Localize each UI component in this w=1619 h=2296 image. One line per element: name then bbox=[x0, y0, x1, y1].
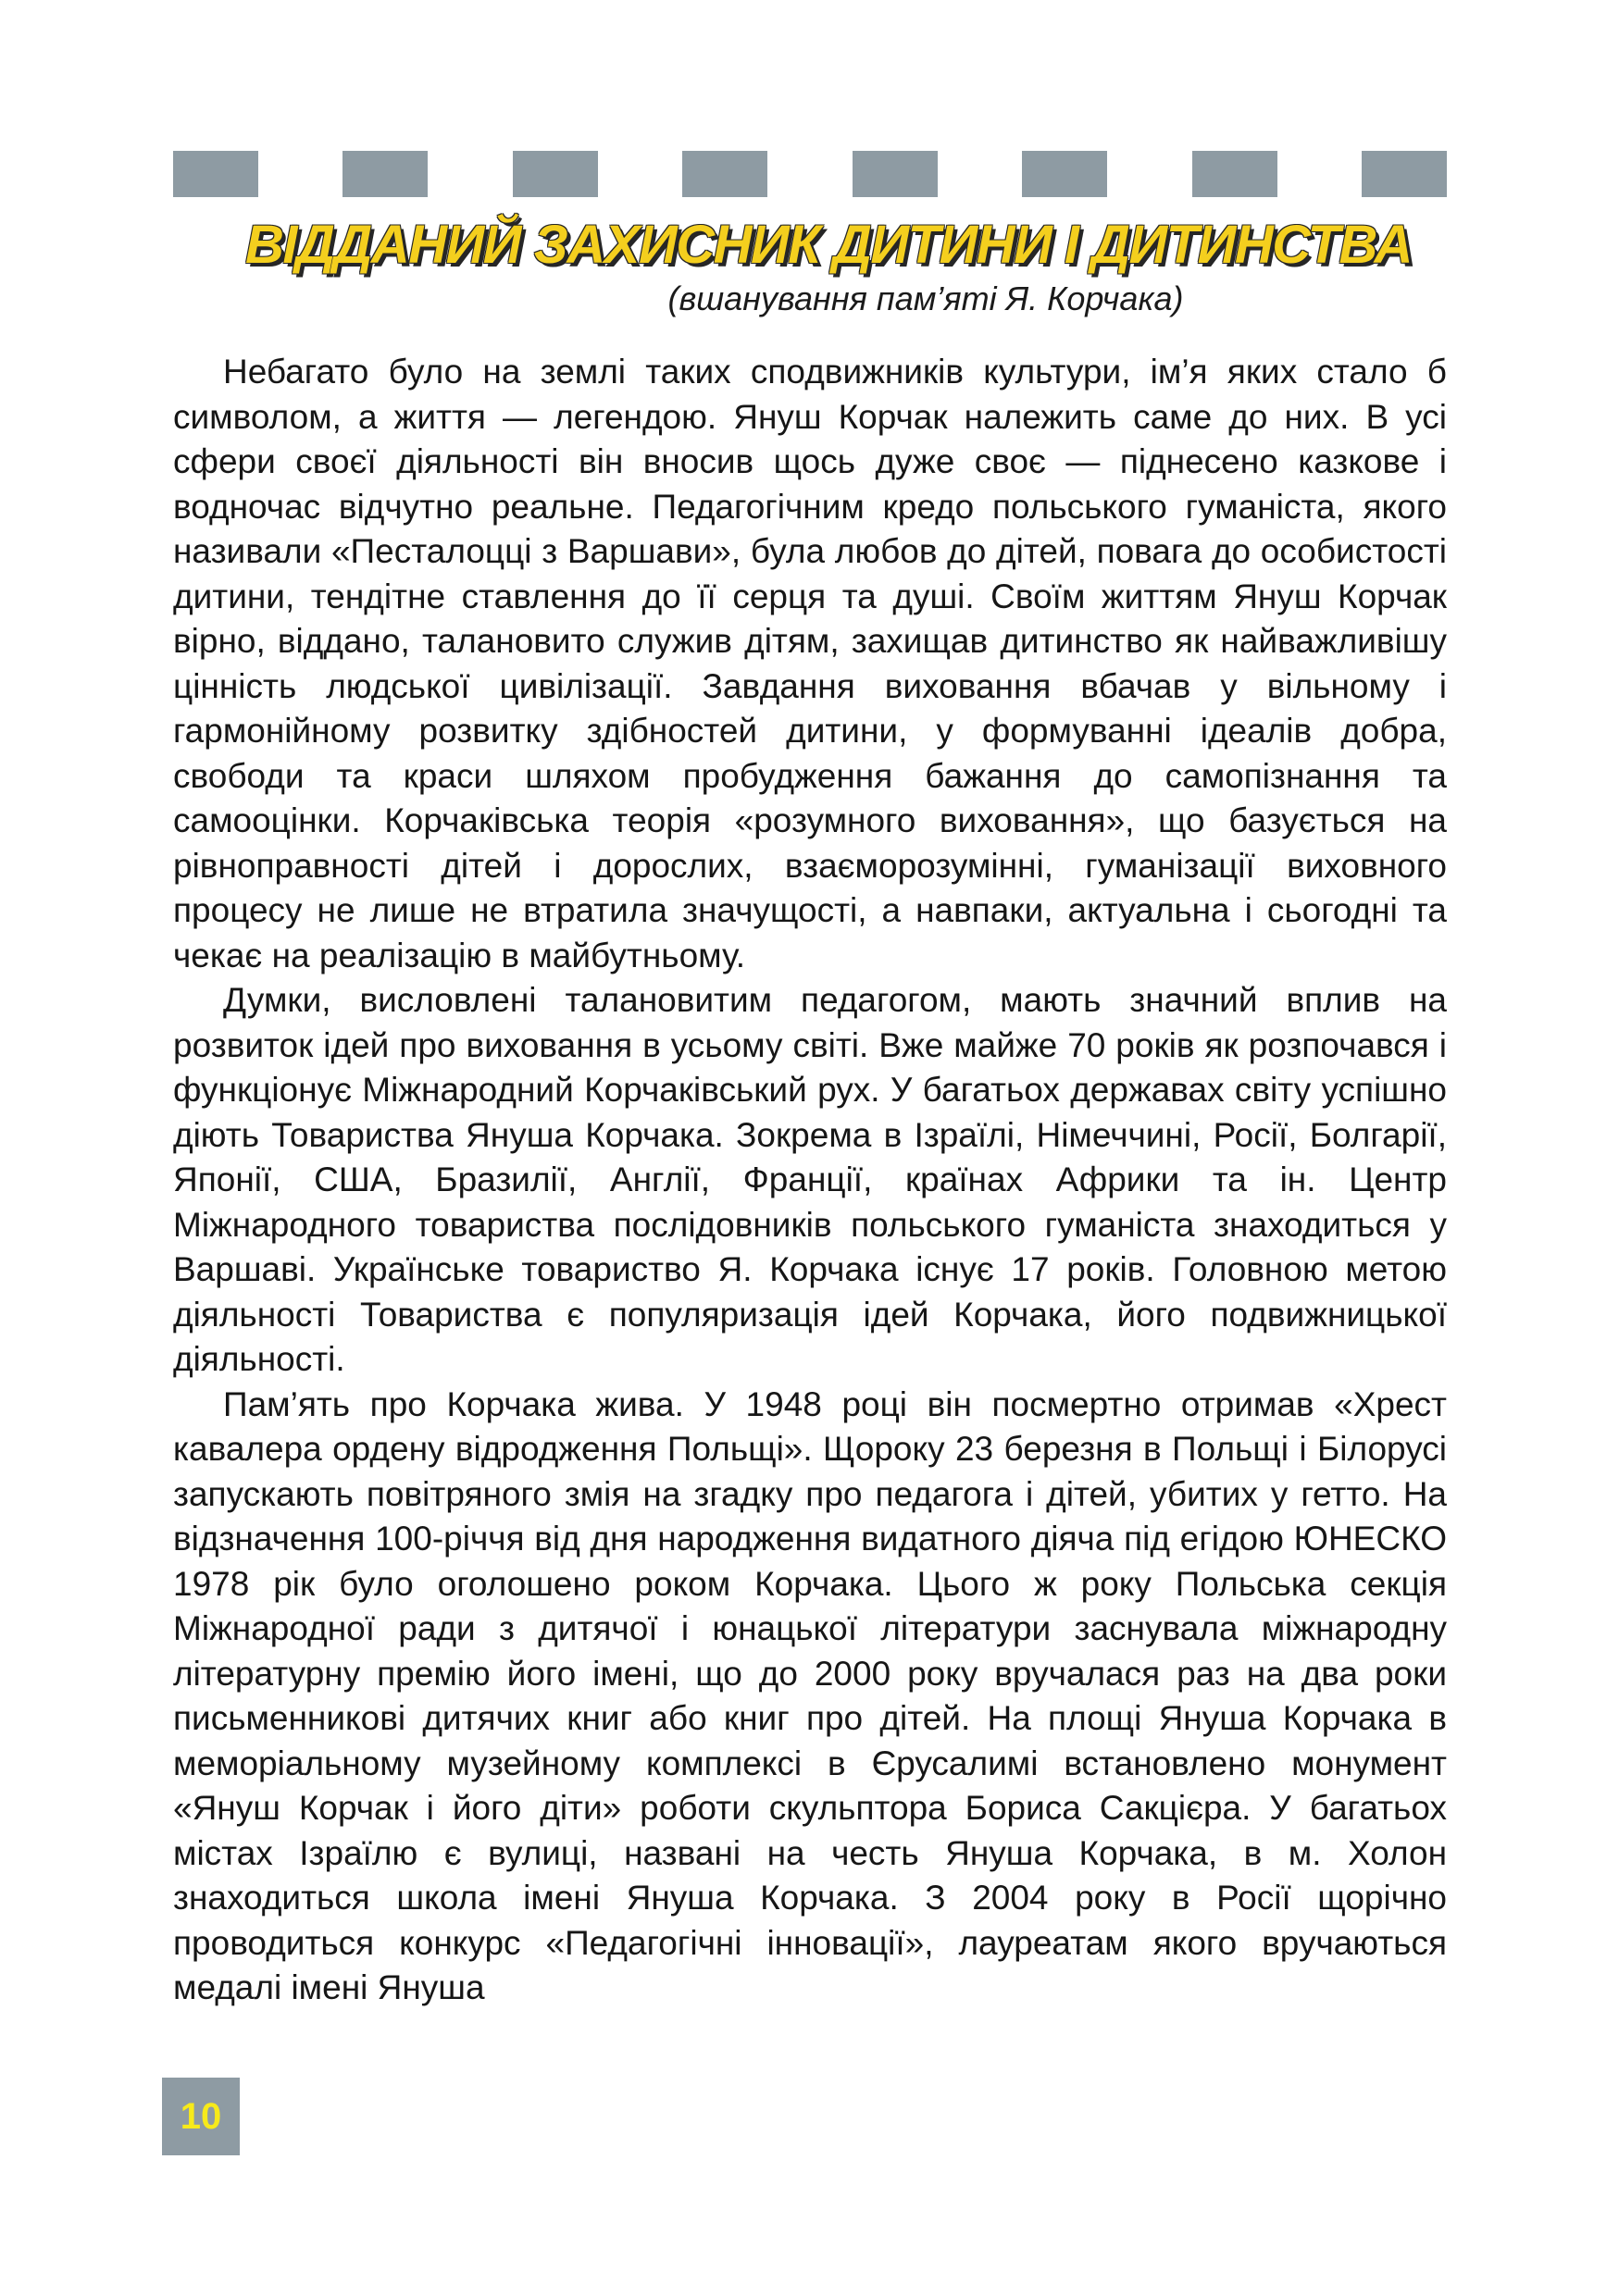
page-number: 10 bbox=[180, 2095, 222, 2137]
checker-cell bbox=[1107, 151, 1192, 197]
page-title: ВІДДАНИЙ ЗАХИСНИК ДИТИНИ І ДИТИНСТВА bbox=[245, 215, 1412, 275]
checker-cell bbox=[1192, 151, 1277, 197]
checker-cell bbox=[1277, 151, 1363, 197]
checker-cell bbox=[682, 151, 767, 197]
checker-cell bbox=[598, 151, 683, 197]
decorative-checker-bar bbox=[173, 151, 1447, 197]
checker-cell bbox=[342, 151, 428, 197]
checker-cell bbox=[853, 151, 938, 197]
checker-cell bbox=[513, 151, 598, 197]
checker-cell bbox=[938, 151, 1023, 197]
checker-cell bbox=[258, 151, 343, 197]
checker-cell bbox=[173, 151, 258, 197]
paragraph: Пам’ять про Корчака жива. У 1948 році він посмертно отримав «Хрест кавалера ордену відродження Польщі». Щороку 23 березня в Польщі і Білорусі запускають повітряного змія на згадку про педагога і дітей, убитих у гетто. На відзначення 100-річчя від дня народження видатного діяча під егідою ЮНЕСКО 1978 рік було оголошено роком Корчака. Цього ж року Польська секція Міжнародної ради з дитячої і юнацької літератури заснувала міжнародну літературну премію його імені, що до 2000 року вручалася раз на два роки письменникові дитячих книг або книг про дітей. На площі Януша Корчака в меморіальному музейному комплексі в Єрусалимі встановлено монумент «Януш Корчак і його діти» роботи скульптора Бориса Сакцієра. У багатьох містах Ізраїлю є вулиці, названі на честь Януша Корчака, в м. Холон знаходиться школа імені Януша Корчака. З 2004 року в Росії щорічно проводиться конкурс «Педагогічні інновації», лауреатам якого вручаються медалі імені Януша bbox=[173, 1384, 1447, 2006]
checker-cell bbox=[1362, 151, 1447, 197]
page-subtitle: (вшанування пам’яті Я. Корчака) bbox=[667, 279, 1184, 317]
paragraph: Небагато було на землі таких сподвижників культури, ім’я яких стало б символом, а життя — легендою. Януш Корчак належить саме до них. В усі сфери своєї діяльності він вносив щось дуже своє — піднесено казкове і водночас відчутно реальне. Педагогічним кредо польського гуманіста, якого називали «Песталоцці з Варшави», була любов до дітей, повага до особистості дитини, тендітне ставлення до її серця та душі. Своїм життям Януш Корчак вірно, віддано, талановито служив дітям, захищав дитинство як найважливішу цінність людської цивілізації. Завдання виховання вбачав у вільному і гармонійному розвитку здібностей дитини, у формуванні ідеалів добра, свободи та краси шляхом пробудження бажання до самопізнання та самооцінки. Корчаківська теорія «розумного виховання», що базується на рівноправності дітей і дорослих, взаєморозумінні, гуманізації виховного процесу не лише не втратила значущості, а навпаки, актуальна і сьогодні та чекає на реалізацію в майбутньому. bbox=[173, 353, 1447, 974]
checker-cell bbox=[1022, 151, 1107, 197]
title-block bbox=[173, 211, 1447, 318]
page-number-badge bbox=[162, 2078, 240, 2155]
paragraph: Думки, висловлені талановитим педагогом, мають значний вплив на розвиток ідей про виховання в усьому світі. Вже майже 70 років як розпочався і функціонує Міжнародний Корчаківський рух. У багатьох державах світу успішно діють Товариства Януша Корчака. Зокрема в Ізраїлі, Німеччині, Росії, Болгарії, Японії, США, Бразилії, Англії, Франції, країнах Африки та ін. Центр Міжнародного товариства послідовників польського гуманіста знаходиться у Варшаві. Українське товариство Я. Корчака існує 17 років. Головною метою діяльності Товариства є популяризація ідей Корчака, його подвижницької діяльності. bbox=[173, 981, 1447, 1378]
article-body bbox=[173, 350, 1447, 2011]
checker-cell bbox=[767, 151, 853, 197]
checker-cell bbox=[428, 151, 513, 197]
